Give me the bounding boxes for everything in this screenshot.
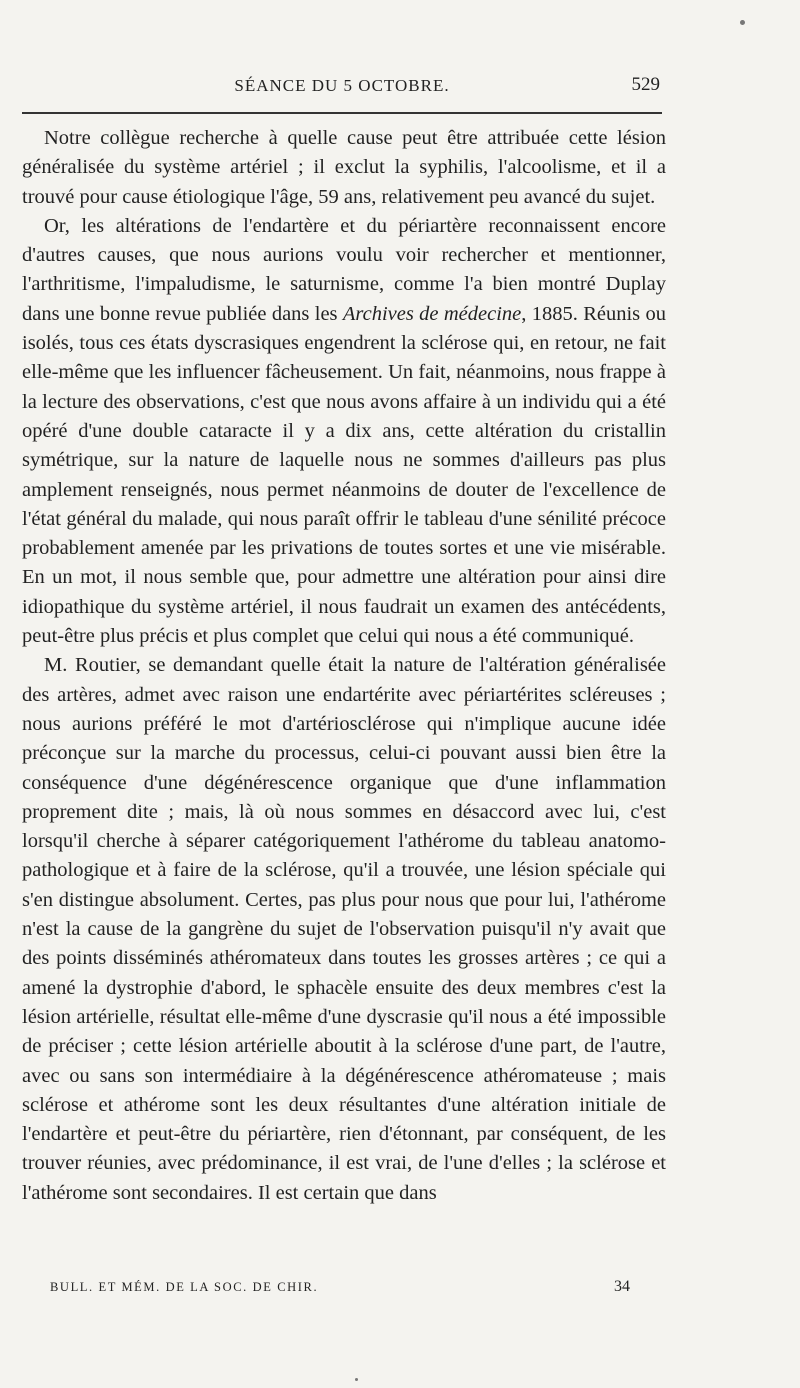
page-footer	[50, 1278, 630, 1300]
paragraph-1: Notre collègue recherche à quelle cause peut être attribuée cette lésion généralisée du système artériel ; il exclut la syphilis, l'alcoolisme, et il a trouvé pour cause étiologique l'âge, 59 ans, relativement peu avancé du sujet.	[22, 127, 666, 208]
paragraph-2	[22, 212, 666, 651]
paragraph-3: M. Routier, se demandant quelle était la nature de l'altération généralisée des artères, admet avec raison une endartérite avec périartérites scléreuses ; nous aurions préféré le mot d'artériosclérose qui n'implique aucune idée préconçue sur la marche du processus, celui-ci pouvant aussi bien être la conséquence d'une dégénérescence organique que d'une inflammation proprement dite ; mais, là où nous sommes en désaccord avec lui, c'est lorsqu'il cherche à séparer catégoriquement l'athérome du tableau anatomo-pathologique et à faire de la sclérose, qu'il a trouvée, une lésion spéciale qui s'en distingue absolument. Certes, pas plus pour nous que pour lui, l'athérome n'est la cause de la gangrène du sujet de l'observation puisqu'il n'y avait que des points disséminés athéromateux dans toutes les grosses artères ; ce qui a amené la dystrophie d'abord, le sphacèle ensuite des deux membres c'est la lésion artérielle, résultat elle-même d'une dyscrasie qu'il nous a été impossible de préciser ; cette lésion artérielle aboutit à la sclérose d'une part, de l'autre, avec ou sans son intermédiaire à la dégénérescence athéromateuse ; mais sclérose et athérome sont les deux résultantes d'une altération initiale de l'endartère et peut-être du périartère, rien d'étonnant, par conséquent, de les trouver réunies, avec prédominance, il est vrai, de l'une d'elles ; la sclérose et l'athérome sont secondaires. Il est certain que dans	[22, 654, 666, 1204]
header-rule	[22, 112, 662, 114]
journal-title-italic: Archives de médecine	[342, 302, 522, 325]
paragraph-2-text-a: Or, les altérations de l'endartère et du périartère reconnaissent encore d'autres causes, que nous aurions voulu voir rechercher et mentionner, l'arthritisme, l'impaludisme, le saturnisme, comme l'a bien montré Duplay dans une bonne revue publiée dans les	[22, 214, 666, 325]
footer-signature: 34	[614, 1278, 630, 1295]
paragraph-2-text-b: , 1885. Réunis ou isolés, tous ces états dyscrasiques engendrent la sclérose qui, en retour, ne fait elle-même que les influencer fâcheusement. Un fait, néanmoins, nous frappe à la lecture des observations, c'est que nous avons affaire à un individu qui a été opéré d'une double cataracte il y a dix ans, cette altération du cristallin symétrique, sur la nature de laquelle nous ne sommes d'ailleurs pas plus amplement renseignés, nous permet néanmoins de douter de l'excellence de l'état général du malade, qui nous paraît offrir le tableau d'une sénilité précoce probablement amenée par les privations de toutes sortes et une vie misérable. En un mot, il nous semble que, pour admettre une altération pour ainsi dire idiopathique du système artériel, il nous faudrait un examen des antécédents, peut-être plus précis et plus complet que celui qui nous a été communiqué.	[22, 302, 666, 648]
paper-speck	[740, 20, 745, 25]
body-text	[22, 124, 666, 1208]
page-number: 529	[631, 74, 660, 95]
footer-journal-title: BULL. ET MÉM. DE LA SOC. DE CHIR.	[50, 1280, 319, 1294]
paper-speck	[355, 1378, 358, 1381]
page-header	[22, 72, 662, 102]
running-title: SÉANCE DU 5 OCTOBRE.	[234, 76, 450, 95]
